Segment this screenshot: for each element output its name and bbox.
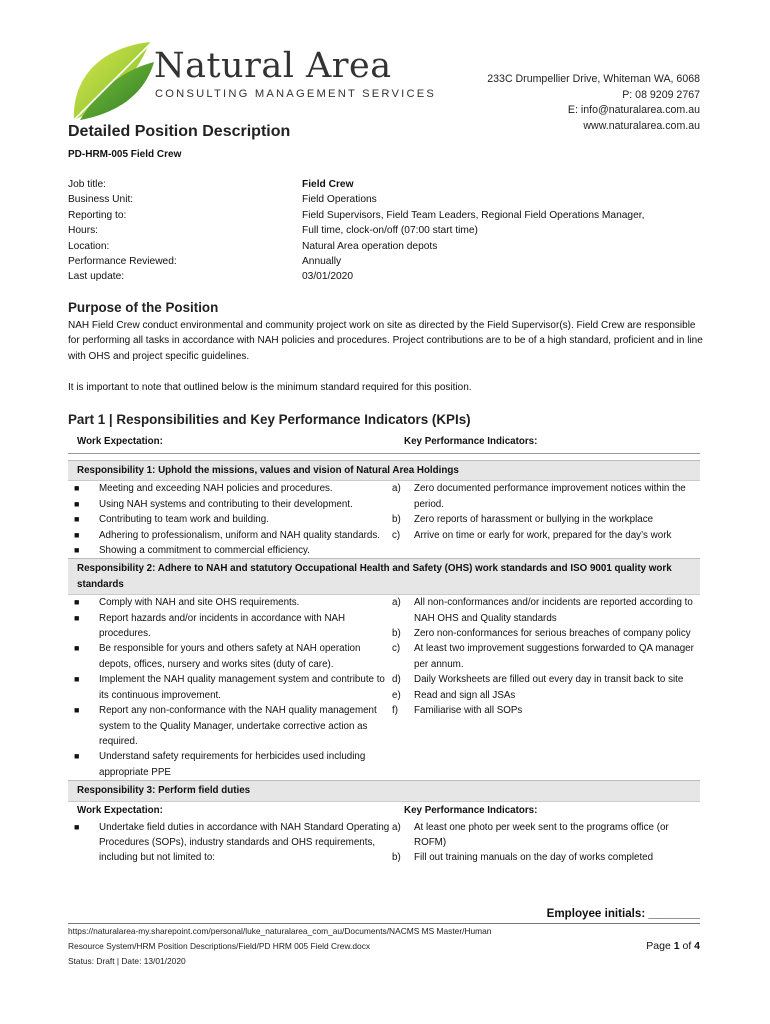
file-path-line1: https://naturalarea-my.sharepoint.com/personal/luke_naturalarea_com_au/Documents/NACMS MS Master/Human xyxy=(68,926,492,936)
part1-heading: Part 1 | Responsibilities and Key Performance Indicators (KPIs) xyxy=(68,412,471,427)
info-key: Hours: xyxy=(68,225,99,237)
info-value: Natural Area operation depots xyxy=(302,240,438,252)
kpi-item: b) Fill out training manuals on the day of works completed xyxy=(392,852,654,864)
list-item: ■ Using NAH systems and contributing to their development. xyxy=(74,497,392,512)
info-key: Last update: xyxy=(68,271,125,283)
kpi-list xyxy=(392,595,700,780)
bullet-icon: ■ xyxy=(74,597,80,608)
bullet-icon: ■ xyxy=(74,498,80,509)
email[interactable]: E: info@naturalarea.com.au xyxy=(567,104,700,117)
bullet-icon: ■ xyxy=(74,821,80,832)
employee-initials: Employee initials: ________ xyxy=(546,907,700,920)
responsibility-body xyxy=(68,594,700,780)
bullet-icon: ■ xyxy=(74,483,80,494)
list-item: ■ Report any non-conformance with the NAH quality management system to the Quality Manager, undertake corrective action as required. xyxy=(74,703,392,749)
info-value: Field Operations xyxy=(302,194,377,206)
responsibilities-table xyxy=(68,431,700,866)
kpi-item: a) Zero documented performance improvement notices within the period. xyxy=(392,483,686,510)
kpi-item: b) Zero non-conformances for serious breaches of company policy xyxy=(392,628,691,640)
info-key: Location: xyxy=(68,240,110,252)
responsibility-title: Responsibility 1: Uphold the missions, values and vision of Natural Area Holdings xyxy=(68,460,700,480)
info-row xyxy=(68,269,682,284)
kpi-item: a) At least one photo per week sent to the programs office (or ROFM) xyxy=(392,821,669,848)
info-value: Full time, clock-on/off (07:00 start time) xyxy=(302,225,478,237)
purpose-paragraph: NAH Field Crew conduct environmental and community project work on site as directed by the Field Supervisor(s). Field Crew are responsible for performing all tasks in accordance with NAH policies and procedures. Project contributions are to be of a high standard, proficient and in line with OHS and project specific guidelines. xyxy=(68,320,703,362)
bullet-icon: ■ xyxy=(74,674,80,685)
leaf-logo-icon xyxy=(68,40,158,122)
info-key: Performance Reviewed: xyxy=(68,256,177,268)
document-code: PD-HRM-005 Field Crew xyxy=(68,149,182,160)
kpi-list xyxy=(392,481,700,558)
address: 233C Drumpellier Drive, Whiteman WA, 6068 xyxy=(487,73,700,85)
bullet-icon: ■ xyxy=(74,545,80,556)
bullet-icon: ■ xyxy=(74,643,80,654)
bullet-icon: ■ xyxy=(74,514,80,525)
brand-name: Natural Area xyxy=(154,46,392,86)
contact-block xyxy=(487,72,700,134)
position-info xyxy=(68,177,682,285)
table-subheader xyxy=(68,801,700,820)
list-item: ■ Showing a commitment to commercial efficiency. xyxy=(74,543,392,558)
info-value: Field Supervisors, Field Team Leaders, Regional Field Operations Manager, xyxy=(302,209,645,221)
list-item: ■ Report hazards and/or incidents in accordance with NAH procedures. xyxy=(74,611,392,642)
list-item: ■ Undertake field duties in accordance with NAH Standard Operating Procedures (SOPs), industry standards and OHS requirements, including but not limited to: xyxy=(74,820,392,866)
info-row xyxy=(68,254,682,269)
bullet-icon: ■ xyxy=(74,751,80,762)
bullet-icon: ■ xyxy=(74,705,80,716)
list-item: ■ Be responsible for yours and others safety at NAH operation depots, offices, nursery and works sites (duty of care). xyxy=(74,641,392,672)
responsibility-title: Responsibility 3: Perform field duties xyxy=(68,780,700,800)
responsibility-title: Responsibility 2: Adhere to NAH and statutory Occupational Health and Safety (OHS) work standards and ISO 9001 quality work standards xyxy=(68,558,700,594)
info-row xyxy=(68,223,682,238)
page-number: Page 1 of 4 xyxy=(646,940,700,952)
kpi-item: b) Zero reports of harassment or bullying in the workplace xyxy=(392,514,654,526)
info-row xyxy=(68,192,682,207)
bullet-icon: ■ xyxy=(74,612,80,623)
info-key: Business Unit: xyxy=(68,194,134,206)
info-value: Annually xyxy=(302,256,342,268)
info-row xyxy=(68,208,682,223)
work-expectations xyxy=(68,820,392,866)
list-item: ■ Adhering to professionalism, uniform and NAH quality standards. xyxy=(74,528,392,543)
kpi-header: Key Performance Indicators: xyxy=(404,804,538,816)
kpi-item: c) At least two improvement suggestions forwarded to QA manager per annum. xyxy=(392,643,694,670)
work-expectation-header: Work Expectation: xyxy=(77,804,163,816)
kpi-item: a) All non-conformances and/or incidents are reported according to NAH OHS and Quality standards xyxy=(392,597,693,624)
info-value: 03/01/2020 xyxy=(302,271,353,283)
list-item: ■ Comply with NAH and site OHS requirements. xyxy=(74,595,392,610)
kpi-item: e) Read and sign all JSAs xyxy=(392,689,516,701)
table-header xyxy=(68,431,700,454)
info-row xyxy=(68,177,682,192)
purpose-note: It is important to note that outlined below is the minimum standard required for this position. xyxy=(68,382,472,393)
list-item: ■ Meeting and exceeding NAH policies and procedures. xyxy=(74,481,392,496)
info-key: Job title: xyxy=(68,179,106,190)
kpi-item: c) Arrive on time or early for work, prepared for the day’s work xyxy=(392,529,672,541)
file-path-line2: Resource System/HRM Position Descriptions/Field/PD HRM 005 Field Crew.docx xyxy=(68,940,371,951)
footer xyxy=(68,924,491,968)
responsibility-body xyxy=(68,480,700,558)
bullet-icon: ■ xyxy=(74,529,80,540)
brand-subtitle: CONSULTING MANAGEMENT SERVICES xyxy=(155,88,437,100)
responsibility-body xyxy=(68,820,700,866)
info-key: Reporting to: xyxy=(68,209,127,221)
document-status: Status: Draft | Date: 13/01/2020 xyxy=(68,955,186,966)
website[interactable]: www.naturalarea.com.au xyxy=(583,119,700,132)
kpi-list xyxy=(392,820,700,866)
work-expectations xyxy=(68,481,392,558)
info-row xyxy=(68,239,682,254)
purpose-heading: Purpose of the Position xyxy=(68,300,219,315)
list-item: ■ Implement the NAH quality management system and contribute to its continuous improvement. xyxy=(74,672,392,703)
company-logo xyxy=(68,40,437,122)
kpi-item: f) Familiarise with all SOPs xyxy=(392,705,523,717)
phone: P: 08 9209 2767 xyxy=(622,88,700,101)
document-title: Detailed Position Description xyxy=(68,123,291,140)
info-value: Field Crew xyxy=(302,179,354,190)
list-item: ■ Understand safety requirements for herbicides used including appropriate PPE xyxy=(74,749,392,780)
kpi-header: Key Performance Indicators: xyxy=(404,436,538,448)
list-item: ■ Contributing to team work and building. xyxy=(74,512,392,527)
work-expectations xyxy=(68,595,392,780)
work-expectation-header: Work Expectation: xyxy=(77,436,163,448)
kpi-item: d) Daily Worksheets are filled out every day in transit back to site xyxy=(392,674,684,686)
